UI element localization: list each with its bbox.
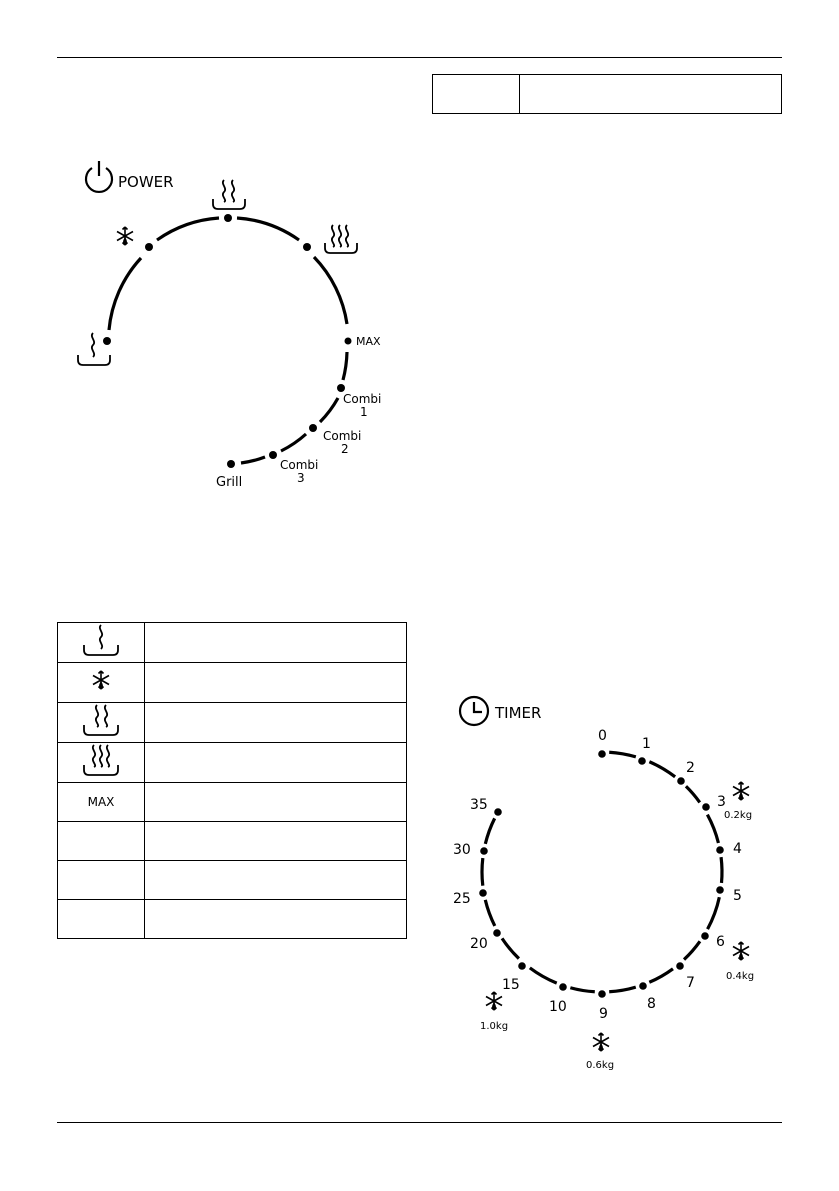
- timer-arc-segment: [609, 752, 636, 757]
- timer-label: 20: [470, 936, 488, 952]
- combi1-label: Combi 1: [343, 392, 382, 419]
- legend-row: [58, 623, 407, 663]
- timer-dot: [518, 962, 526, 970]
- timer-dot: [702, 803, 710, 811]
- timer-label: 15: [502, 977, 520, 993]
- medium-heat-icon: [213, 180, 245, 209]
- footer-rule: [57, 1122, 782, 1123]
- defrost-icon: [593, 1033, 609, 1051]
- legend-desc: [145, 861, 407, 900]
- timer-label: 8: [647, 996, 656, 1012]
- legend-table: [57, 622, 407, 939]
- legend-desc: [145, 822, 407, 861]
- timer-dot: [676, 962, 684, 970]
- timer-dot: [493, 929, 501, 937]
- timer-label: 35: [470, 797, 488, 813]
- timer-label: 0: [598, 728, 607, 744]
- timer-arc-segment: [502, 938, 519, 958]
- legend-row: [58, 861, 407, 900]
- timer-label: 3: [717, 794, 726, 810]
- legend-row: [58, 822, 407, 861]
- power-title: POWER: [118, 173, 174, 191]
- timer-label: 1: [642, 736, 651, 752]
- legend-row: [58, 783, 407, 822]
- timer-arc-segment: [721, 857, 722, 883]
- medium-heat-icon: [81, 703, 121, 737]
- timer-arc-segment: [649, 969, 673, 983]
- timer-dot: [638, 757, 646, 765]
- legend-desc: [145, 703, 407, 743]
- legend-symbol: [58, 822, 145, 861]
- timer-dot: [716, 846, 724, 854]
- timer-dot: [701, 932, 709, 940]
- timer-label: 4: [733, 841, 742, 857]
- low-heat-icon: [81, 623, 121, 657]
- timer-dot: [479, 889, 487, 897]
- legend-symbol: [58, 900, 145, 939]
- legend-desc: [145, 663, 407, 703]
- timer-arc-segment: [649, 762, 675, 777]
- timer-dot: [598, 990, 606, 998]
- power-icon: [86, 161, 112, 192]
- timer-arc-segment: [482, 858, 483, 886]
- timer-label: 5: [733, 888, 742, 904]
- timer-dial: [453, 728, 742, 1022]
- clock-icon: [460, 697, 488, 725]
- legend-desc: [145, 783, 407, 822]
- combi3-label: Combi 3: [280, 458, 319, 485]
- defrost-icon: [81, 663, 121, 697]
- timer-label: 10: [549, 999, 567, 1015]
- low-heat-icon: [78, 333, 110, 365]
- timer-dot: [677, 777, 685, 785]
- timer-arc-segment: [485, 818, 494, 844]
- timer-label: 30: [453, 842, 471, 858]
- legend-row: [58, 703, 407, 743]
- defrost-icon: [486, 992, 502, 1010]
- timer-label: 7: [686, 975, 695, 991]
- timer-dot: [559, 983, 567, 991]
- timer-label: 2: [686, 760, 695, 776]
- legend-row: [58, 900, 407, 939]
- max-label: MAX: [87, 795, 115, 809]
- timer-arc-segment: [609, 987, 636, 992]
- timer-title: TIMER: [495, 704, 542, 722]
- timer-arc-segment: [485, 900, 495, 926]
- timer-dot: [480, 847, 488, 855]
- grill-label: Grill: [216, 475, 243, 490]
- weight-label: 0.2kg: [724, 810, 753, 821]
- legend-desc: [145, 900, 407, 939]
- timer-label: 9: [599, 1006, 608, 1022]
- timer-arc-segment: [530, 968, 557, 983]
- timer-arc-segment: [684, 941, 700, 959]
- timer-arc-segment: [707, 815, 718, 843]
- weight-label: 0.4kg: [726, 971, 755, 982]
- weight-label: 0.6kg: [586, 1060, 615, 1071]
- timer-arc-segment: [708, 897, 720, 929]
- timer-label: 6: [716, 934, 725, 950]
- weight-label: 1.0kg: [480, 1021, 509, 1032]
- combi2-label: Combi 2: [323, 429, 362, 456]
- legend-desc: [145, 743, 407, 783]
- header-rule: [57, 57, 782, 58]
- legend-symbol: [58, 861, 145, 900]
- power-max-label: MAX: [356, 335, 381, 348]
- legend-row: [58, 743, 407, 783]
- defrost-icon: [733, 782, 749, 800]
- timer-dot: [494, 808, 502, 816]
- defrost-icon: [733, 942, 749, 960]
- legend-desc: [145, 623, 407, 663]
- header-table: [432, 74, 782, 114]
- defrost-icon: [117, 227, 133, 245]
- timer-dot: [598, 750, 606, 758]
- high-heat-icon: [81, 743, 121, 777]
- timer-dot: [639, 982, 647, 990]
- high-heat-icon: [325, 225, 357, 253]
- legend-row: [58, 663, 407, 703]
- timer-arc-segment: [686, 786, 700, 802]
- timer-label: 25: [453, 891, 471, 907]
- timer-arc-segment: [570, 988, 594, 992]
- timer-dot: [716, 886, 724, 894]
